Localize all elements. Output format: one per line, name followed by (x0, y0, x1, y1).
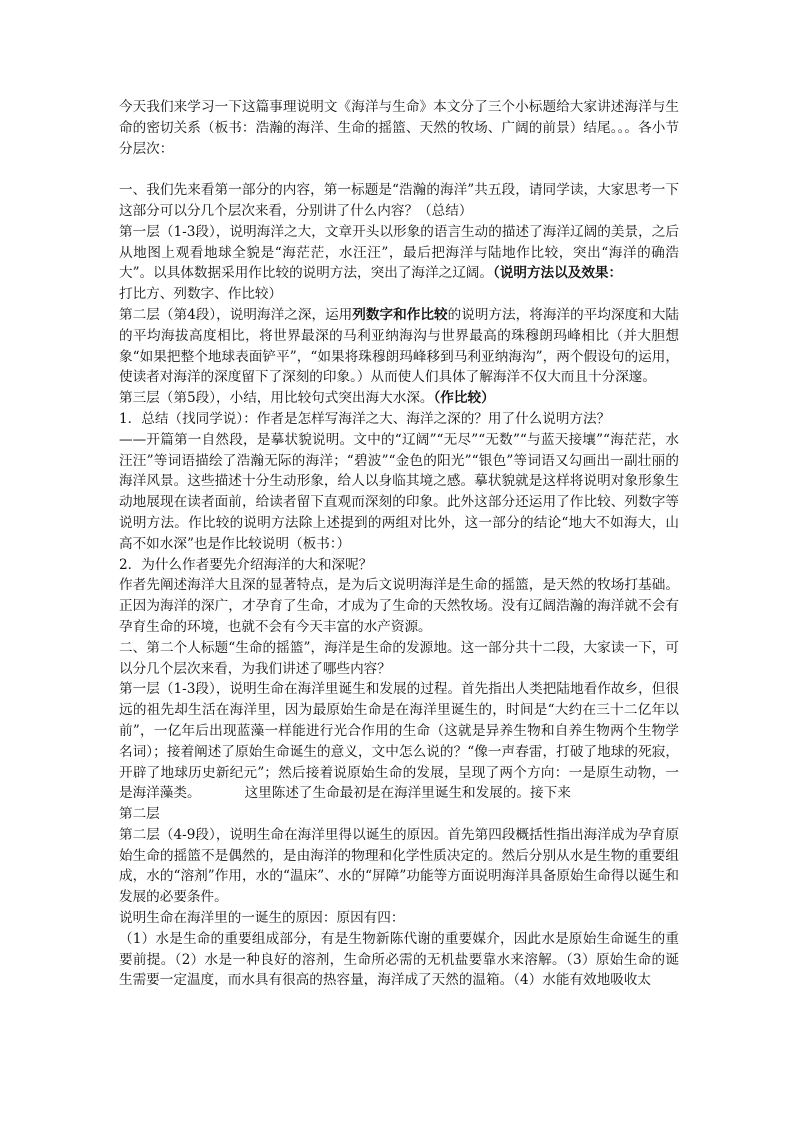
section1-layer3-bold: （作比较） (433, 390, 495, 407)
reasons-list: （1）水是生命的重要组成部分，有是生物新陈代谢的重要媒介，因此水是原始生命诞生的重要前提。（2）水是一种良好的溶剂，生命所必需的无机盐要靠水来溶解。（3）原始生命的诞生需要一定温度，而水具有很高的热容量，海洋成了天然的温箱。（4）水能有效地吸收太 (119, 930, 679, 989)
section1-layer3-text: 第三层（第5段），小结，用比较句式突出海大水深。 (119, 390, 434, 407)
section1-layer1 (119, 222, 679, 284)
section1-heading: 一、我们先来看第一部分的内容，第一标题是“浩瀚的海洋”共五段，请同学读，大家思考一下这部分可以分几个层次来看，分别讲了什么内容？（总结） (119, 182, 679, 219)
reasons-intro: 说明生命在海洋里的一诞生的原因：原因有四： (119, 910, 405, 927)
blank-line (119, 159, 679, 180)
question-2: 2．为什么作者要先介绍海洋的大和深呢？ (119, 556, 373, 573)
section2-layer1 (119, 679, 679, 804)
intro-paragraph: 今天我们来学习一下这篇事理说明文《海洋与生命》本文分了三个小标题给大家讲述海洋与生命的密切关系（板书：浩瀚的海洋、生命的摇篮、天然的牧场、广阔的前景）结尾。。。各小节分层次： (119, 99, 679, 157)
section2-heading: 二、第二个人标题“生命的摇篮”，海洋是生命的发源地。这一部分共十二段，大家读一下，可以分几个层次来看，为我们讲述了哪些内容？ (119, 639, 679, 677)
section1-layer3 (119, 388, 679, 409)
section1-layer2-bold: 列数字和作比较 (352, 306, 448, 323)
section2-layer1-text: 第一层（1-3段），说明生命在海洋里诞生和发展的过程。首先指出人类把陆地看作故乡，但很远的祖先却生活在海洋里，因为最原始生命是在海洋里诞生的，时间是“大约在三十二亿年以前”，一亿年后出现蓝藻一样能进行光合作用的生命（这就是异养生物和自养生物两个生物学名词）；接着阐述了原始生命诞生的意义，文中怎么说的？“像一声春雷，打破了地球的死寂，开辟了地球历史新纪元”；然后接着说原始生命的发展，呈现了两个方向：一是原生动物，一是海洋藻类。 (119, 681, 679, 802)
answer-1: ——开篇第一自然段，是摹状貌说明。文中的“辽阔”“无尽”“无数”“与蓝天接壤”“海茫茫，水汪汪”等词语描绘了浩瀚无际的海洋；“碧波”“金色的阳光”“银色”等词语又勾画出一副壮丽的海洋风景。这些描述十分生动形象，给人以身临其境之感。摹状貌就是这样将说明对象形象生动地展现在读者面前，给读者留下直观而深刻的印象。此外这部分还运用了作比较、列数字等说明方法。作比较的说明方法除上述提到的两组对比外，这一部分的结论“地大不如海大，山高不如水深”也是作比较说明（板书：） (119, 431, 679, 552)
section2-layer2: 第二层（4-9段），说明生命在海洋里得以诞生的原因。首先第四段概括性指出海洋成为孕育原始生命的摇篮不是偶然的，是由海洋的物理和化学性质决定的。然后分别从水是生物的重要组成，水的“溶剂”作用，水的“温床”、水的“屏障”功能等方面说明海洋具备原始生命得以诞生和发展的必要条件。 (119, 826, 679, 906)
section1-layer1-methods: 打比方、列数字、作比较） (119, 286, 283, 303)
section1-layer1-bold: （说明方法以及效果： (492, 265, 623, 282)
document-page (119, 97, 679, 991)
section1-layer2-rest: 的说明方法，将海洋的平均深度和大陆的平均海拔高度相比，将世界最深的马利亚纳海沟与世界最高的珠穆朗玛峰相比（并大胆想象“如果把整个地球表面铲平”，“如果将珠穆朗玛峰移到马利亚纳海沟”，两个假设句的运用，使读者对海洋的深度留下了深刻的印象。）从而使人们具体了解海洋不仅大而且十分深邃。 (119, 306, 679, 386)
question-1: 1．总结（找同学说）：作者是怎样写海洋之大、海洋之深的？用了什么说明方法？ (119, 410, 611, 427)
section2-layer1-tail: 第二层 (119, 806, 160, 823)
section2-layer1-summary: 这里陈述了生命最初是在海洋里诞生和发展的。接下来 (244, 785, 571, 802)
answer-2: 作者先阐述海洋大且深的显著特点，是为后文说明海洋是生命的摇篮，是天然的牧场打基础。正因为海洋的深广，才孕育了生命，才成为了生命的天然牧场。没有辽阔浩瀚的海洋就不会有孕育生命的环境，也就不会有今天丰富的水产资源。 (119, 577, 679, 635)
section1-layer2 (119, 305, 679, 388)
section1-layer1-text: 第一层（1-3段），说明海洋之大，文章开头以形象的语言生动的描述了海洋辽阔的美景，之后从地图上观看地球全貌是“海茫茫，水汪汪”，最后把海洋与陆地作比较，突出“海洋的确浩大”。以具体数据采用作比较的说明方法，突出了海洋之辽阔。 (119, 223, 679, 282)
section1-layer2-start: 第二层（第4段），说明海洋之深，运用 (119, 306, 353, 323)
